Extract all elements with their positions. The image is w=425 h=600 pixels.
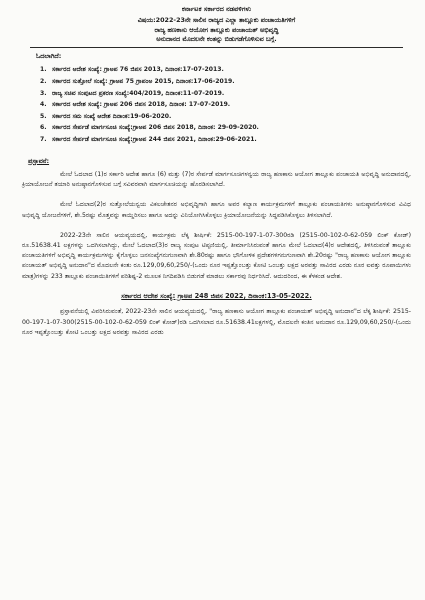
preamble-title: ಪ್ರಸ್ತಾವನೆ: — [28, 156, 50, 165]
subject-line-2: ರಾಜ್ಯ ಹಣಕಾಸು ಆಯೋಗ ತಾಲ್ಲೂಕು ಪಂಚಾಯತ್ ಅಭಿವೃದ್ಧಿ — [154, 25, 279, 34]
reference-item: 4. ಸರ್ಕಾರದ ಆದೇಶ ಸಂಖ್ಯೆ: ಗ್ರಾಅಪ 206 ಜಿಪಸ 2018, ದಿನಾಂಕ: 17-07-2019. — [40, 101, 231, 109]
reference-item: 3. ರಾಜ್ಯ ಸಚಿವ ಸಂಪುಟದ ಪ್ರಕರಣ ಸಂಖ್ಯೆ:404/2019, ದಿನಾಂಕ:11-07-2019. — [40, 89, 225, 97]
reference-item: 7. ಸರ್ಕಾರದ ಸೇರ್ಪಡೆ ಮಾರ್ಗಸೂಚಿ ಸಂಖ್ಯೆ:ಗ್ರಾಅಪ 244 ಜಿಪಸ 2021, ದಿನಾಂಕ:29-06-2021. — [40, 135, 257, 143]
government-header: ಕರ್ನಾಟಕ ಸರ್ಕಾರದ ನಡವಳಿಗಳು — [181, 5, 252, 13]
reference-item: 6. ಸರ್ಕಾರದ ಸೇರ್ಪಡೆ ಮಾರ್ಗಸೂಚಿ ಸಂಖ್ಯೆ:ಗ್ರಾಅಪ 206 ಜಿಪಸ 2018, ದಿನಾಂಕ: 29-09-2020. — [40, 124, 259, 132]
references-label: ಓದಲಾಗಿದೆ: — [36, 52, 62, 61]
references-list — [22, 64, 411, 145]
preamble-paragraph-1: ಮೇಲೆ ಓದಲಾದ (1)ರ ಸರ್ಕಾರಿ ಆದೇಶ ಹಾಗೂ (6) ಮತ್ತು (7)ರ ಸೇರ್ಪಡೆ ಮಾರ್ಗಸೂಚಿಗಳನ್ವಯ ರಾಜ್ಯ ಹಣಕಾಸು ಆಯೋಗ ತಾಲ್ಲೂಕು ಪಂಚಾಯತಿ ಅಭಿವೃದ್ಧಿ ಅನುದಾನದಲ್ಲಿ, ಕ್ರಿಯಾಯೋಜನೆ ತಯಾರಿ ಅನುಷ್ಠಾನಗೊಳಿಸುವ ಬಗ್ಗೆ ಸವಿವರವಾಗಿ ಮಾರ್ಗಸೂಚಿಯನ್ನು ಹೊರಡಿಸಲಾಗಿದೆ. — [22, 170, 411, 189]
header-divider — [30, 47, 403, 48]
reference-item: 2. ಸರ್ಕಾರದ ಸುತ್ತೋಲೆ ಸಂಖ್ಯೆ: ಗ್ರಾಅಪ 75 ಗ್ರಾಪಂಅ 2015, ದಿನಾಂಕ:17-06-2019. — [40, 78, 235, 86]
reference-item: 5. ಸರ್ಕಾರದ ಸಮ ಸಂಖ್ಯೆ ಆದೇಶ ದಿನಾಂಕ:19-06-2020. — [40, 112, 172, 120]
order-heading: ಸರ್ಕಾರದ ಆದೇಶ ಸಂಖ್ಯೆ: ಗ್ರಾಅಪ 248 ಜಿಪಸ 2022, ದಿನಾಂಕ:13-05-2022. — [121, 291, 312, 300]
subject-line-1: ವಿಷಯ:2022-23ನೇ ಸಾಲಿನ ರಾಜ್ಯದ ಎಲ್ಲಾ ತಾಲ್ಲೂಕು ಪಂಚಾಯತಿಗಳಿಗೆ — [137, 16, 296, 25]
preamble-paragraph-2: ಮೇಲೆ ಓದಲಾದ(2)ರ ಸುತ್ತೋಲೆಯನ್ವಯ ವಿಕಲಚೇತನರ ಅಭಿವೃದ್ಧಿಗಾಗಿ ಹಾಗೂ ಅವರ ಕಲ್ಯಾಣ ಕಾರ್ಯಕ್ರಮಗಳಿಗೆ ತಾಲ್ಲೂಕು ಪಂಚಾಯತಿಗಳು ಅನುಷ್ಠಾನಗೊಳಿಸುವ ವಿವಿಧ ಅಭಿವೃದ್ಧಿ ಯೋಜನೆಗಳಿಗೆ, ಶೇ.5ರಷ್ಟು ಮೊತ್ತವನ್ನು ಕಾಯ್ದಿರಿಸಲು ಹಾಗೂ ಅದನ್ನು ವಿನಿಯೋಗಿಸಿಕೊಳ್ಳಲು ಕ್ರಿಯಾಯೋಜನೆಯನ್ನು ಸಿದ್ಧಪಡಿಸಿಕೊಳ್ಳಲು ತಿಳಿಸಲಾಗಿದೆ. — [22, 201, 411, 219]
reference-item: 1. ಸರ್ಕಾರದ ಆದೇಶ ಸಂಖ್ಯೆ: ಗ್ರಾಅಪ 76 ಜಿಪಸ 2013, ದಿನಾಂಕ:17-07-2013. — [40, 66, 224, 74]
preamble-paragraph-3: 2022-23ನೇ ಸಾಲಿನ ಆಯವ್ಯಯದಲ್ಲಿ, ಕಾರ್ಯಕ್ರಮ ಲೆಕ್ಕ ಶೀರ್ಷಿಕೆ: 2515-00-197-1-07-300ರಡಿ (2515-00-102-0-62-059 ಲಿಂಕ್ ಕೋಡ್) ರೂ.51638.41 ಲಕ್ಷಗಳನ್ನು ಒದಗಿಸಲಾಗಿದ್ದು, ಮೇಲೆ ಓದಲಾದ(3)ರ ರಾಜ್ಯ ಸಂಪುಟ ಟಿಪ್ಪಣಿಯಲ್ಲಿ, ತೀರ್ಮಾನಿಸಿರುವಂತೆ ಹಾಗೂ ಮೇಲೆ ಓದಲಾದ(4)ರ ಆದೇಶದಲ್ಲಿ, ತಿಳಿಸಿರುವಂತೆ ತಾಲ್ಲೂಕು ಪಂಚಾಯತಿಗಳಿಗೆ ಅಭಿವೃದ್ಧಿ ಕಾರ್ಯಕ್ರಮಗಳನ್ನು ಕೈಗೊಳ್ಳಲು ಜನಸಂಖ್ಯೆಗನುಗುಣವಾಗಿ ಶೇ.80ರಷ್ಟು ಹಾಗೂ ಭೌಗೋಳಿಕ ಪ್ರದೇಶಗಳಿಗನುಗುಣವಾಗಿ ಶೇ.20ರಷ್ಟು "ರಾಜ್ಯ ಹಣಕಾಸು ಆಯೋಗ ತಾಲ್ಲೂಕು ಪಂಚಾಯತ್ ಅಭಿವೃದ್ಧಿ ಅನುದಾನ"ದ ಮೊದಲನೇ ಕಂತು ರೂ.129,09,60,250/-(ಒಂದು ನೂರ ಇಪ್ಪತ್ತೊಂಬತ್ತು ಕೋಟಿ ಒಂಬತ್ತು ಲಕ್ಷದ ಅರವತ್ತು ಸಾವಿರದ ಎರಡು ನೂರ ಐವತ್ತು ರೂಪಾಯಿಗಳು ಮಾತ್ರ)ಗಳನ್ನು 233 ತಾಲ್ಲೂಕು ಪಂಚಾಯಿತಿಗಳಿಗೆ ಪರಿಶಿಷ್ಟ-2 ಮೂಲಕ ನಿಗದಿಪಡಿಸಿ ಬಿಡುಗಡೆ ಮಾಡಲು ಸರ್ಕಾರವು ನಿರ್ಧರಿಸಿದೆ. ಆದುದರಿಂದ, ಈ ಕೆಳಕಂಡ ಆದೇಶ. — [22, 231, 411, 280]
subject-line-3: ಅನುದಾನದ ಮೊದಲನೇ ಕಂತನ್ನು ಬಿಡುಗಡೆಗೊಳಿಸುವ ಬಗ್ಗೆ. — [156, 34, 277, 43]
order-paragraph: ಪ್ರಸ್ತಾವನೆಯಲ್ಲಿ ವಿವರಿಸಿರುವಂತೆ, 2022-23ನೇ ಸಾಲಿನ ಆಯವ್ಯಯದಲ್ಲಿ, "ರಾಜ್ಯ ಹಣಕಾಸು ಆಯೋಗ ತಾಲ್ಲೂಕು ಪಂಚಾಯತ್ ಅಭಿವೃದ್ಧಿ ಅನುದಾನ"ದ ಲೆಕ್ಕ ಶೀರ್ಷಿಕೆ: 2515-00-197-1-07-300(2515-00-102-0-62-059 ಲಿಂಕ್ ಕೋಡ್)ರಡಿ ಒದಗಿಸಲಾದ ರೂ.51638.41ಲಕ್ಷಗಳಲ್ಲಿ, ಮೊದಲನೇ ಕಂತಿನ ಅನುದಾನ ರೂ.129,09,60,250/-(ಒಂದು ನೂರ ಇಪ್ಪತ್ತೊಂಬತ್ತು ಕೋಟಿ ಒಂಬತ್ತು ಲಕ್ಷದ ಅರವತ್ತು ಸಾವಿರದ ಎರಡು — [22, 308, 411, 337]
